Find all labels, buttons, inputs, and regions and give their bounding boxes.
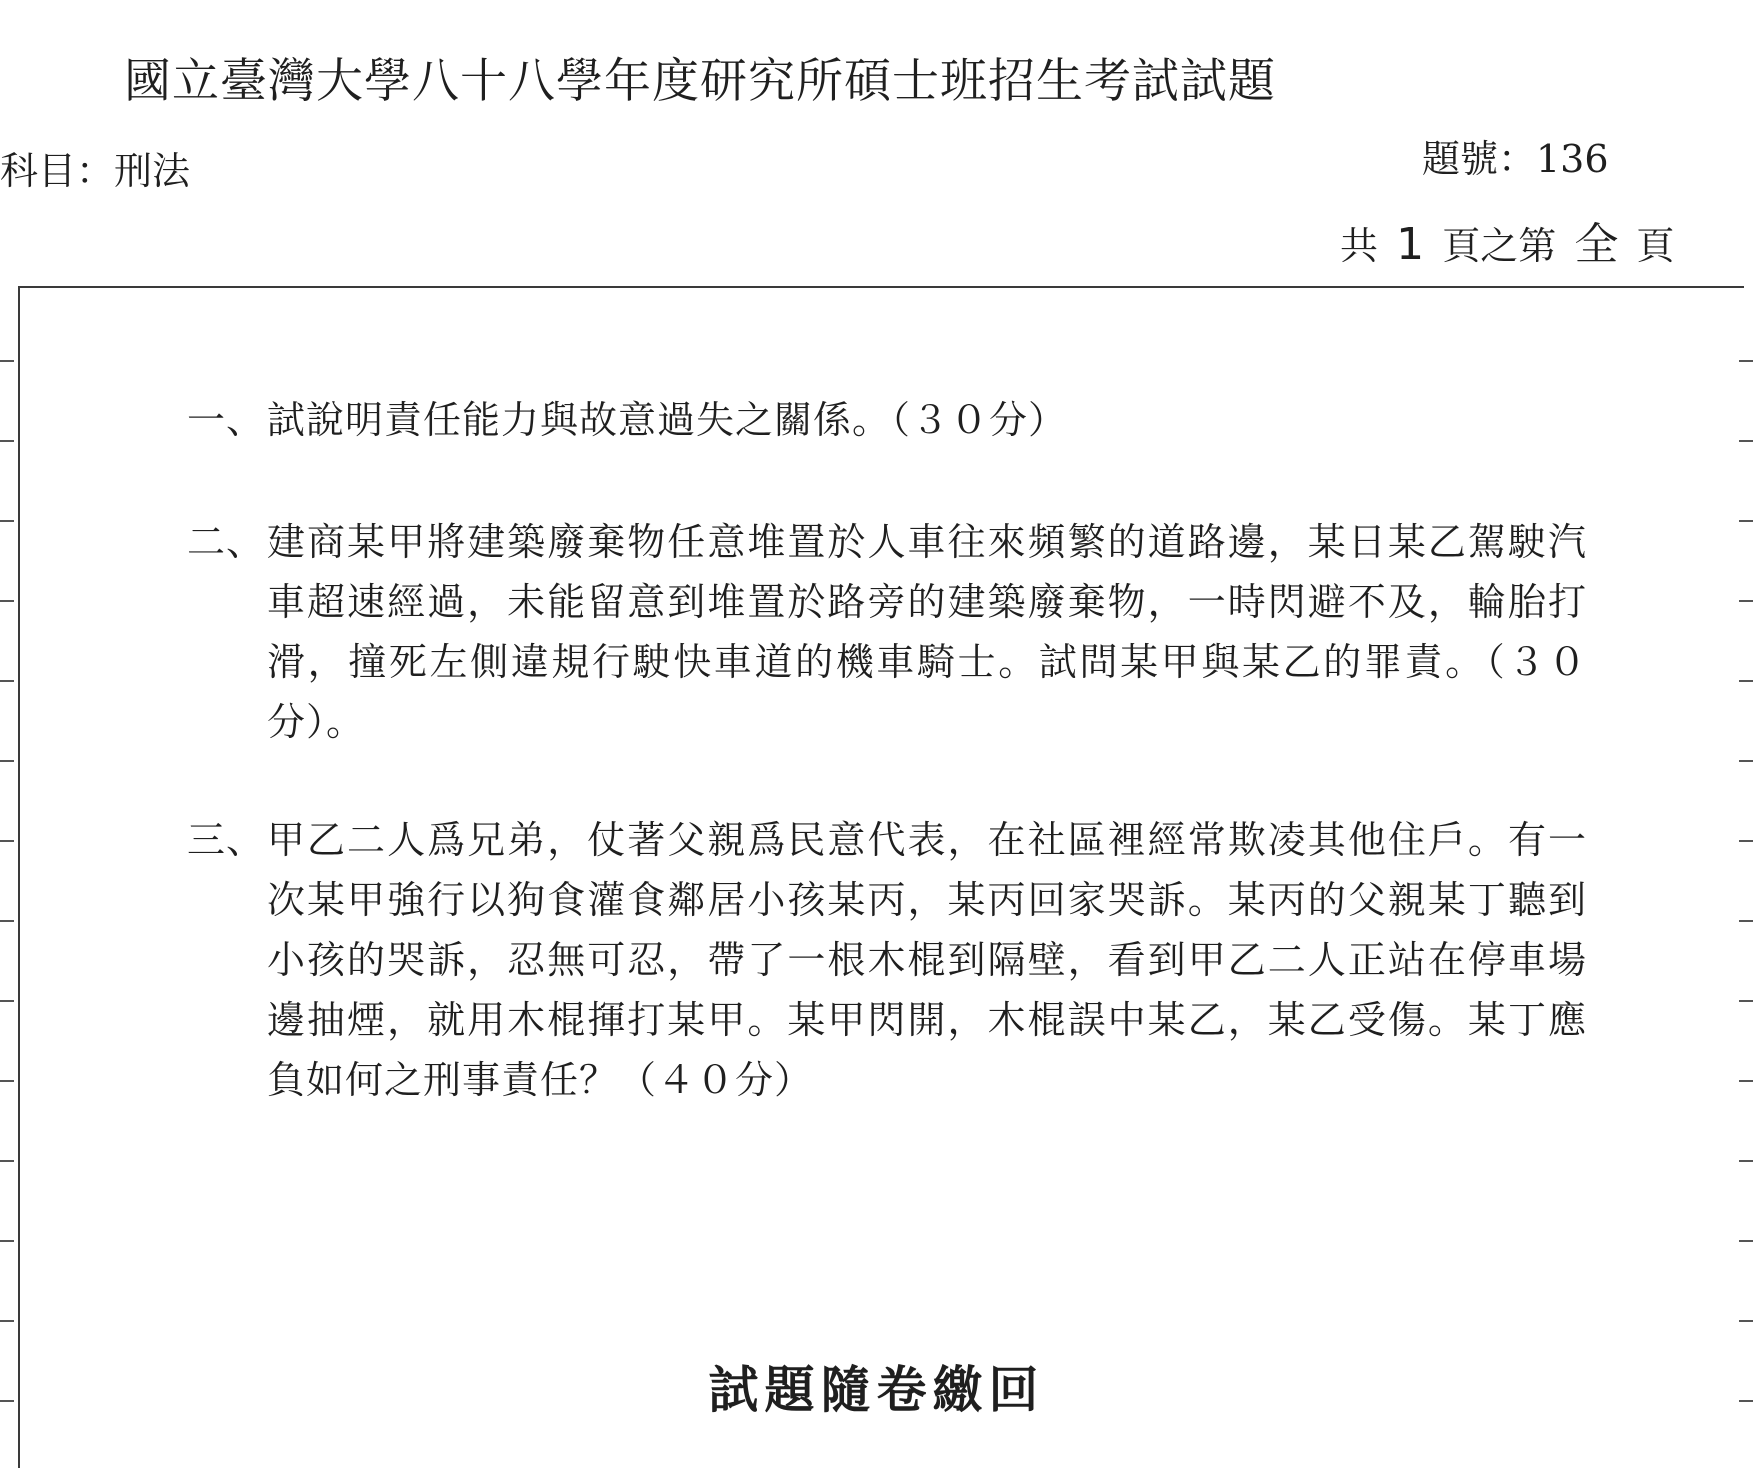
question-code: 題號：136 bbox=[1422, 137, 1609, 181]
page-total-value: 1 bbox=[1396, 219, 1425, 270]
question-text: 甲乙二人爲兄弟，仗著父親爲民意代表，在社區裡經常欺凌其他住戶。有一次某甲強行以狗食灌食鄰居小孩某丙，某丙回家哭訴。某丙的父親某丁聽到小孩的哭訴，忍無可忍，帶了一根木棍到隔壁，看到甲乙二人正站在停車場邊抽煙，就用木棍揮打某甲。某甲閃開，木棍誤中某乙，某乙受傷。某丁應負如何之刑事責任？（４０分） bbox=[267, 818, 1587, 1102]
question-number: 三、 bbox=[187, 818, 266, 862]
left-margin-ticks bbox=[0, 360, 14, 1480]
page-total-label: 共 bbox=[1340, 224, 1379, 268]
page-end-label: 頁 bbox=[1636, 224, 1675, 268]
page-middle-label: 頁之第 bbox=[1442, 224, 1557, 268]
question-item bbox=[187, 512, 1587, 752]
question-text: 建商某甲將建築廢棄物任意堆置於人車往來頻繁的道路邊，某日某乙駕駛汽車超速經過，未能留意到堆置於路旁的建築廢棄物，一時閃避不及，輪胎打滑，撞死左側違規行駛快車道的機車騎士。試問某甲與某乙的罪責。（３０分）。 bbox=[267, 520, 1587, 744]
return-exam-notice: 試題隨卷繳回 bbox=[708, 1360, 1045, 1419]
question-number: 一、 bbox=[187, 398, 266, 442]
question-number: 二、 bbox=[187, 520, 266, 564]
question-item bbox=[187, 810, 1587, 1110]
right-margin-ticks bbox=[1739, 360, 1753, 1480]
page-count bbox=[1340, 208, 1674, 272]
subject-label: 科目：刑法 bbox=[0, 149, 191, 193]
question-item bbox=[187, 390, 1587, 450]
exam-title: 國立臺灣大學八十八學年度研究所碩士班招生考試試題 bbox=[124, 54, 1276, 109]
question-text: 試說明責任能力與故意過失之關係。（３０分） bbox=[267, 398, 1068, 442]
page-current-value: 全 bbox=[1574, 219, 1619, 270]
